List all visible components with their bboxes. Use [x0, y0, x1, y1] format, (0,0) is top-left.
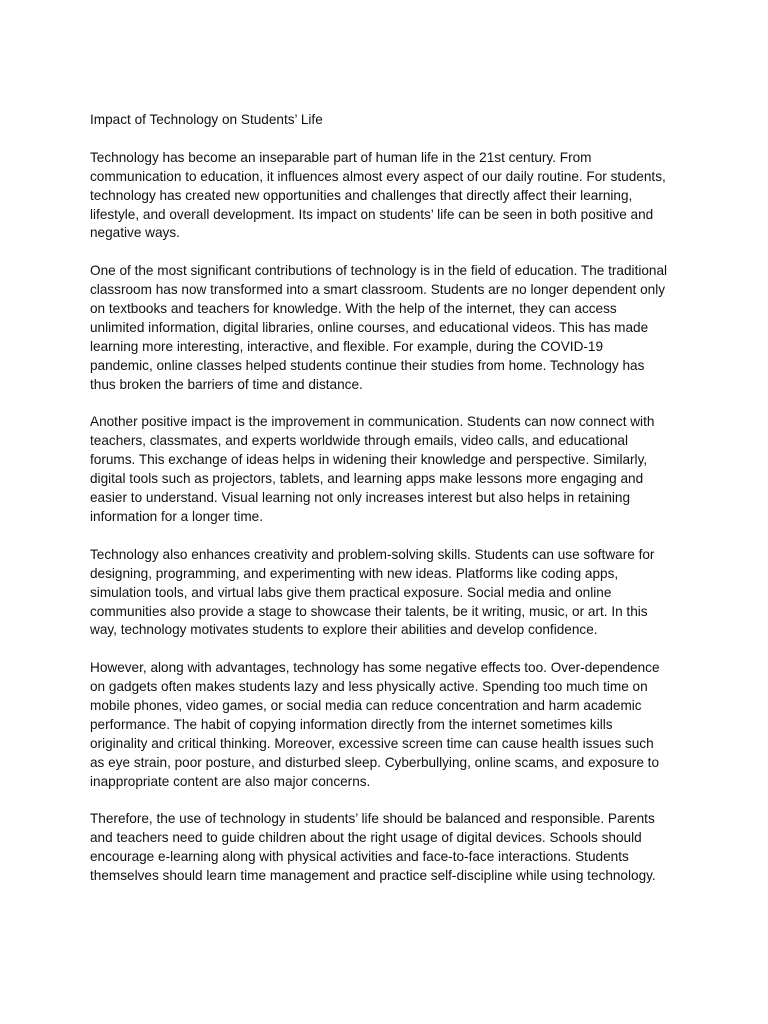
text-line: unlimited information, digital libraries, online courses, and educational videos. This has made	[90, 319, 649, 335]
text-line: communities also provide a stage to showcase their talents, be it writing, music, or art. In this	[90, 603, 648, 619]
text-line: on gadgets often makes students lazy and less physically active. Spending too much time on	[90, 679, 648, 695]
text-line: on textbooks and teachers for knowledge. With the help of the internet, they can access	[90, 301, 617, 317]
paragraph	[90, 413, 680, 526]
text-line: originality and critical thinking. Moreover, excessive screen time can cause health issues such	[90, 735, 654, 751]
text-line: Therefore, the use of technology in students’ life should be balanced and responsible. Parents	[90, 811, 655, 827]
text-line: Technology also enhances creativity and problem-solving skills. Students can use software for	[90, 546, 655, 562]
paragraph	[90, 149, 680, 244]
text-line: simulation tools, and virtual labs give them practical exposure. Social media and online	[90, 584, 612, 600]
document-body	[90, 149, 680, 886]
text-line: forums. This exchange of ideas helps in widening their knowledge and perspective. Similarly,	[90, 452, 648, 468]
text-line: encourage e-learning along with physical activities and face-to-face interactions. Students	[90, 849, 629, 865]
text-line: pandemic, online classes helped students continue their studies from home. Technology has	[90, 357, 645, 373]
text-line: themselves should learn time management and practice self-discipline while using technology.	[90, 868, 656, 884]
paragraph	[90, 659, 680, 791]
paragraph	[90, 810, 680, 886]
text-line: communication to education, it influences almost every aspect of our daily routine. For students,	[90, 168, 666, 184]
document-page	[90, 111, 680, 905]
text-line: classroom has now transformed into a smart classroom. Students are no longer dependent only	[90, 282, 666, 298]
text-line: information for a longer time.	[90, 508, 264, 524]
text-line: Another positive impact is the improvement in communication. Students can now connect with	[90, 414, 655, 430]
text-line: inappropriate content are also major concerns.	[90, 773, 371, 789]
text-line: However, along with advantages, technology has some negative effects too. Over-dependence	[90, 660, 660, 676]
text-line: One of the most significant contributions of technology is in the field of education. The traditional	[90, 263, 668, 279]
text-line: easier to understand. Visual learning not only increases interest but also helps in retaining	[90, 490, 631, 506]
text-line: way, technology motivates students to explore their abilities and develop confidence.	[90, 622, 598, 638]
paragraph	[90, 546, 680, 641]
text-line: performance. The habit of copying information directly from the internet sometimes kills	[90, 716, 613, 732]
text-line: negative ways.	[90, 225, 180, 241]
text-line: and teachers need to guide children about the right usage of digital devices. Schools should	[90, 830, 642, 846]
text-line: Technology has become an inseparable part of human life in the 21st century. From	[90, 149, 592, 165]
text-line: digital tools such as projectors, tablets, and learning apps make lessons more engaging and	[90, 471, 644, 487]
paragraph	[90, 262, 680, 394]
text-line: learning more interesting, interactive, and flexible. For example, during the COVID-19	[90, 338, 604, 354]
document-title: Impact of Technology on Students’ Life	[90, 112, 323, 127]
text-line: designing, programming, and experimenting with new ideas. Platforms like coding apps,	[90, 565, 619, 581]
text-line: thus broken the barriers of time and distance.	[90, 376, 363, 392]
text-line: lifestyle, and overall development. Its impact on students’ life can be seen in both positive and	[90, 206, 654, 222]
text-line: technology has created new opportunities and challenges that directly affect their learning,	[90, 187, 633, 203]
text-line: mobile phones, video games, or social media can reduce concentration and harm academic	[90, 698, 642, 714]
text-line: as eye strain, poor posture, and disturbed sleep. Cyberbullying, online scams, and exposure to	[90, 754, 659, 770]
text-line: teachers, classmates, and experts worldwide through emails, video calls, and educational	[90, 433, 628, 449]
